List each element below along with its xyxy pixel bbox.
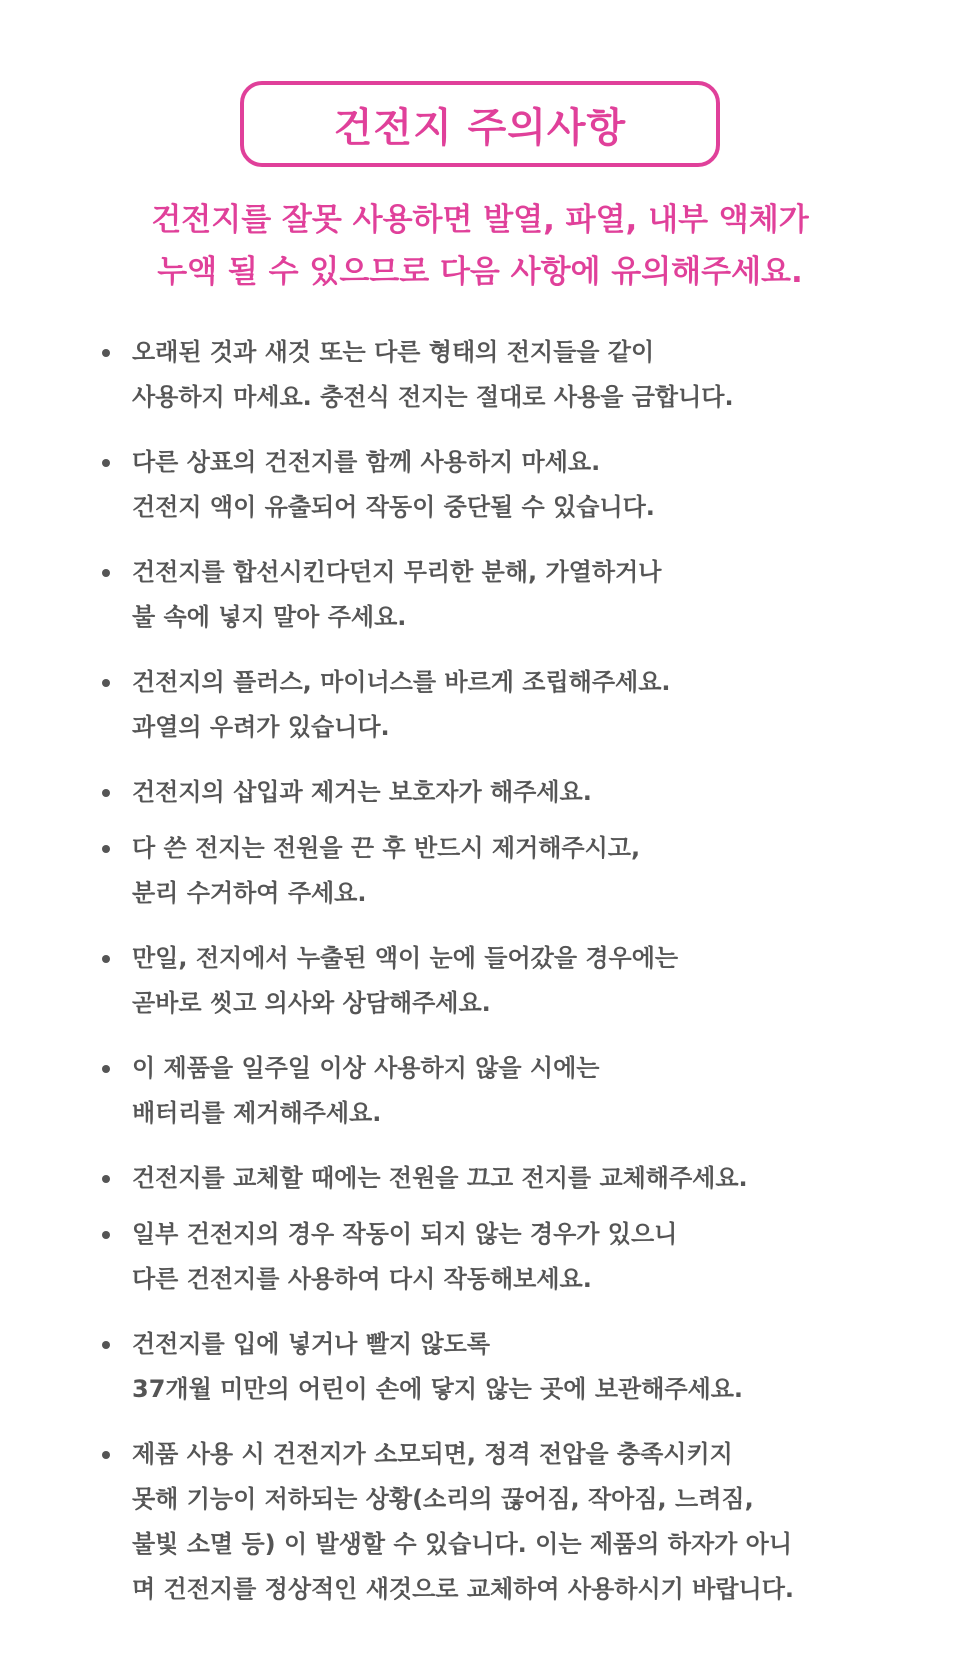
caution-item bbox=[96, 936, 946, 1026]
caution-item-line: 분리 수거하여 주세요. bbox=[132, 879, 367, 907]
bullet-icon bbox=[102, 349, 110, 357]
bullet-icon bbox=[102, 845, 110, 853]
bullet-icon bbox=[102, 679, 110, 687]
bullet-icon bbox=[102, 1341, 110, 1349]
bullet-icon bbox=[102, 1065, 110, 1073]
caution-item-line: 곧바로 씻고 의사와 상담해주세요. bbox=[132, 989, 491, 1017]
caution-item bbox=[96, 770, 946, 815]
bullet-icon bbox=[102, 459, 110, 467]
caution-item-line: 불빛 소멸 등) 이 발생할 수 있습니다. 이는 제품의 하자가 아니 bbox=[132, 1530, 793, 1558]
caution-item bbox=[96, 1322, 946, 1412]
bullet-icon bbox=[102, 955, 110, 963]
caution-item-line: 불 속에 넣지 말아 주세요. bbox=[132, 603, 407, 631]
page-title: 건전지 주의사항 bbox=[333, 104, 627, 151]
caution-item bbox=[96, 440, 946, 530]
caution-item-line: 다른 상표의 건전지를 함께 사용하지 마세요. bbox=[132, 448, 601, 476]
title-box bbox=[240, 81, 720, 167]
caution-item-line: 과열의 우려가 있습니다. bbox=[132, 713, 390, 741]
caution-item-line: 사용하지 마세요. 충전식 전지는 절대로 사용을 금합니다. bbox=[132, 383, 734, 411]
caution-item-line: 건전지를 교체할 때에는 전원을 끄고 전지를 교체해주세요. bbox=[132, 1164, 748, 1192]
bullet-icon bbox=[102, 1451, 110, 1459]
caution-item-line: 못해 기능이 저하되는 상황(소리의 끊어짐, 작아짐, 느려짐, bbox=[132, 1485, 754, 1513]
caution-item-line: 배터리를 제거해주세요. bbox=[132, 1099, 382, 1127]
caution-item bbox=[96, 1432, 946, 1612]
caution-item bbox=[96, 826, 946, 916]
caution-item-line: 일부 건전지의 경우 작동이 되지 않는 경우가 있으니 bbox=[132, 1220, 678, 1248]
caution-item-line: 만일, 전지에서 누출된 액이 눈에 들어갔을 경우에는 bbox=[132, 944, 679, 972]
caution-item bbox=[96, 1156, 946, 1201]
bullet-icon bbox=[102, 1231, 110, 1239]
caution-item-line: 37개월 미만의 어린이 손에 닿지 않는 곳에 보관해주세요. bbox=[132, 1375, 744, 1403]
caution-item bbox=[96, 1212, 946, 1302]
caution-item-line: 제품 사용 시 건전지가 소모되면, 정격 전압을 충족시키지 bbox=[132, 1440, 733, 1468]
intro-warning bbox=[40, 194, 920, 298]
caution-item-line: 다 쓴 전지는 전원을 끈 후 반드시 제거해주시고, bbox=[132, 834, 641, 862]
intro-line: 누액 될 수 있으므로 다음 사항에 유의해주세요. bbox=[157, 254, 803, 290]
caution-item-line: 며 건전지를 정상적인 새것으로 교체하여 사용하시기 바랍니다. bbox=[132, 1575, 795, 1603]
caution-item-line: 오래된 것과 새것 또는 다른 형태의 전지들을 같이 bbox=[132, 338, 655, 366]
caution-item-line: 건전지의 삽입과 제거는 보호자가 해주세요. bbox=[132, 778, 592, 806]
bullet-icon bbox=[102, 569, 110, 577]
caution-item bbox=[96, 330, 946, 420]
caution-item bbox=[96, 660, 946, 750]
caution-item-line: 건전지를 입에 넣거나 빨지 않도록 bbox=[132, 1330, 490, 1358]
caution-item bbox=[96, 550, 946, 640]
bullet-icon bbox=[102, 789, 110, 797]
intro-line: 건전지를 잘못 사용하면 발열, 파열, 내부 액체가 bbox=[151, 202, 809, 238]
caution-item-line: 건전지의 플러스, 마이너스를 바르게 조립해주세요. bbox=[132, 668, 671, 696]
bullet-icon bbox=[102, 1175, 110, 1183]
caution-list bbox=[96, 330, 946, 1632]
caution-item bbox=[96, 1046, 946, 1136]
caution-item-line: 건전지 액이 유출되어 작동이 중단될 수 있습니다. bbox=[132, 493, 655, 521]
caution-item-line: 건전지를 합선시킨다던지 무리한 분해, 가열하거나 bbox=[132, 558, 662, 586]
caution-item-line: 이 제품을 일주일 이상 사용하지 않을 시에는 bbox=[132, 1054, 600, 1082]
caution-item-line: 다른 건전지를 사용하여 다시 작동해보세요. bbox=[132, 1265, 592, 1293]
